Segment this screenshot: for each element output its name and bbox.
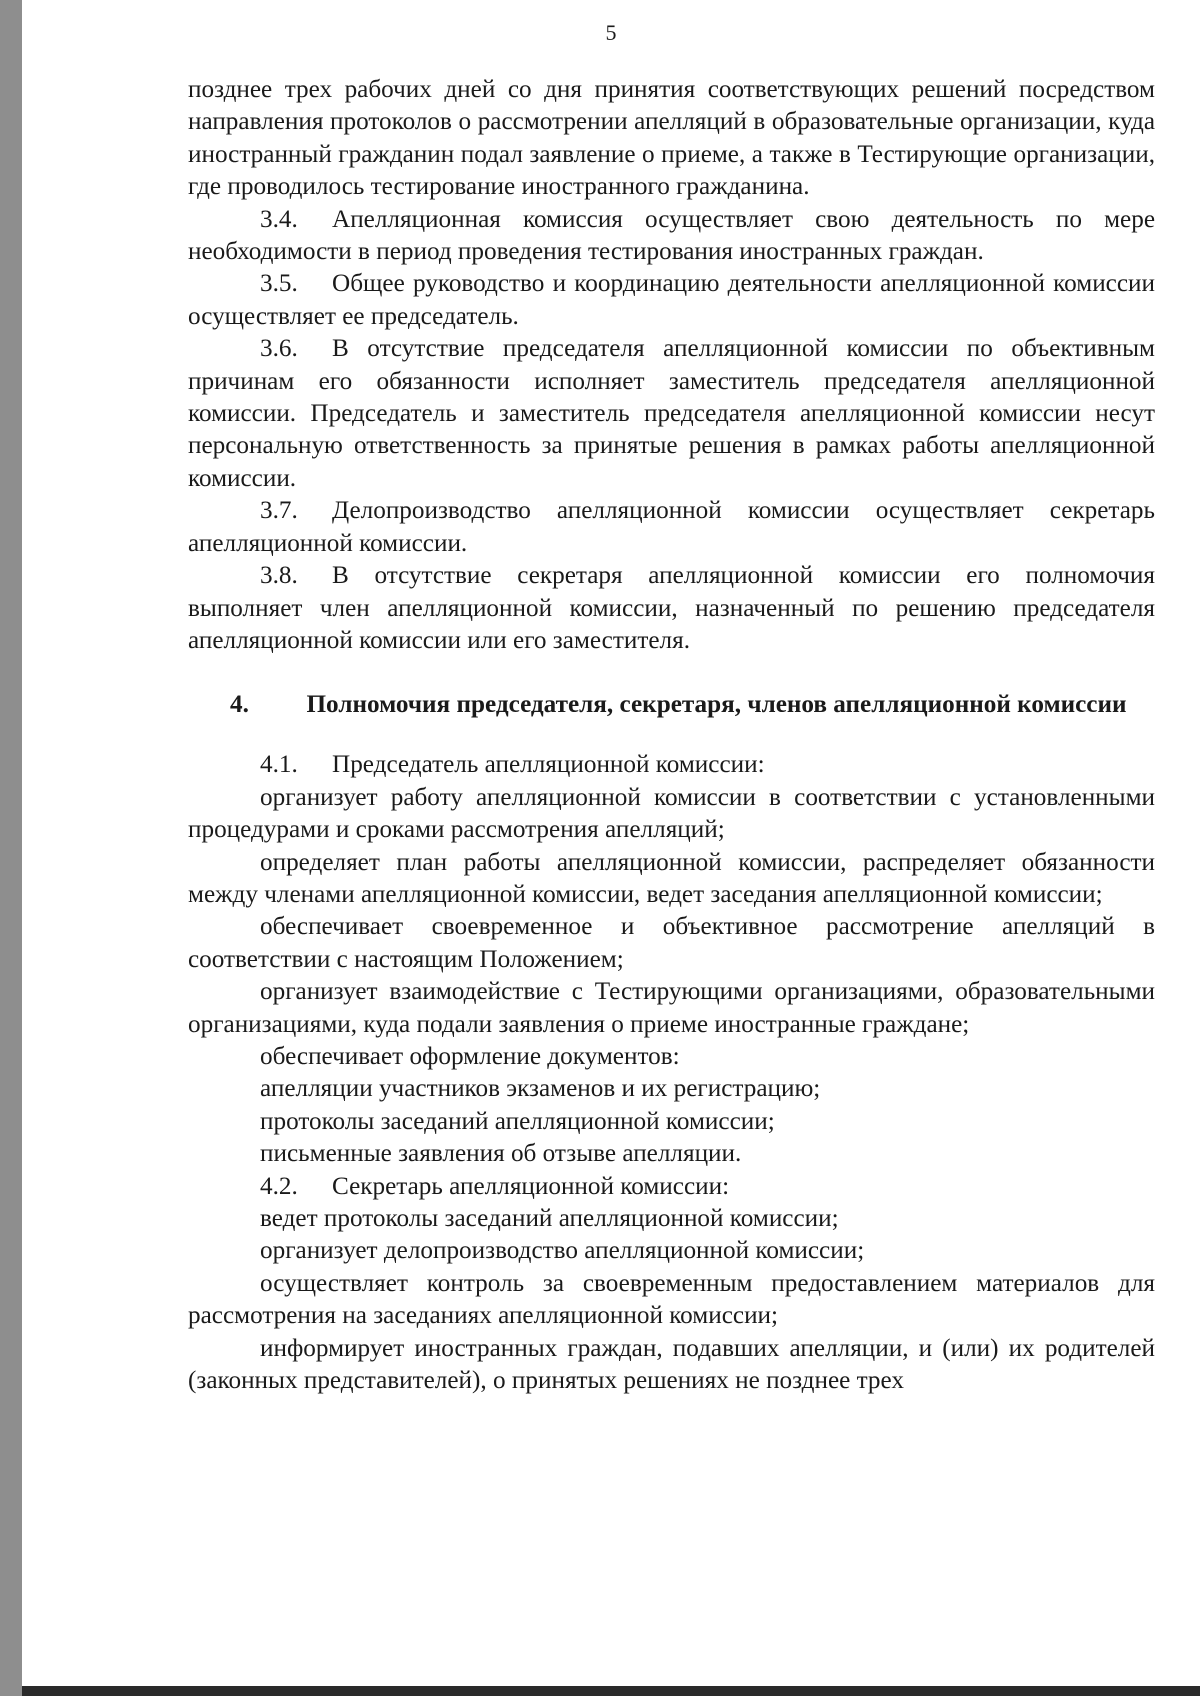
page-bottom-edge (22, 1686, 1200, 1696)
paragraph-text: организует взаимодействие с Тестирующими организациями, образовательными организациями, куда подали заявления о приеме иностранные граждане; (188, 978, 1155, 1038)
document-page (22, 0, 1200, 1686)
paragraph-text: протоколы заседаний апелляционной комиссии; (260, 1107, 775, 1135)
paragraph-text: информирует иностранных граждан, подавших апелляции, и (или) их родителей (законных представителей), о принятых решениях не позднее трех (188, 1334, 1155, 1395)
list-item (188, 911, 1155, 976)
paragraph-text: обеспечивает своевременное и объективное рассмотрение апелляций в соответствии с настоящим Положением; (188, 913, 1155, 973)
paragraph-4-1 (188, 749, 1155, 781)
list-item (188, 782, 1155, 847)
list-item (188, 1268, 1155, 1333)
paragraph-text: Делопроизводство апелляционной комиссии осуществляет секретарь апелляционной комиссии. (188, 497, 1155, 557)
paragraph-number: 3.6. (260, 335, 298, 363)
list-item (188, 1138, 1155, 1170)
list-item (188, 976, 1155, 1041)
document-body (188, 74, 1155, 1397)
paragraph-3-4 (188, 204, 1155, 269)
list-item (188, 1235, 1155, 1267)
paragraph-3-5 (188, 268, 1155, 333)
list-item (188, 1333, 1155, 1398)
paragraph-text: Общее руководство и координацию деятельности апелляционной комиссии осуществляет ее председатель. (188, 270, 1155, 330)
paragraph-number: 3.5. (260, 270, 298, 298)
paragraph-text: организует работу апелляционной комиссии в соответствии с установленными процедурами и сроками рассмотрения апелляций; (188, 783, 1155, 844)
paragraph-text: определяет план работы апелляционной комиссии, распределяет обязанности между членами апелляционной комиссии, ведет заседания апелляционной комиссии; (188, 848, 1155, 908)
paragraph-text: Председатель апелляционной комиссии: (332, 751, 765, 779)
paragraph-text: апелляции участников экзаменов и их регистрацию; (260, 1075, 821, 1103)
paragraph-4-2 (188, 1171, 1155, 1203)
paragraph-number: 3.7. (260, 497, 298, 525)
paragraph-text: осуществляет контроль за своевременным предоставлением материалов для рассмотрения на заседаниях апелляционной комиссии; (188, 1269, 1155, 1330)
paragraph-3-6 (188, 333, 1155, 495)
page-number: 5 (605, 20, 617, 45)
section-heading (188, 689, 1155, 721)
paragraph-text: обеспечивает оформление документов: (260, 1042, 680, 1070)
paragraph-3-7 (188, 495, 1155, 560)
list-item (188, 847, 1155, 912)
list-item (188, 1106, 1155, 1138)
paragraph-continuation (188, 74, 1155, 204)
paragraph-text: ведет протоколы заседаний апелляционной комиссии; (260, 1205, 839, 1232)
section-title: Полномочия председателя, секретаря, членов апелляционной комиссии (306, 691, 1127, 719)
paragraph-text: В отсутствие секретаря апелляционной комиссии его полномочия выполняет член апелляционной комиссии, назначенный по решению председателя апелляционной комиссии или его заместителя. (188, 562, 1155, 654)
list-item (188, 1073, 1155, 1105)
paragraph-text: Секретарь апелляционной комиссии: (332, 1172, 730, 1200)
paragraph-3-8 (188, 560, 1155, 657)
paragraph-text: В отсутствие председателя апелляционной комиссии по объективным причинам его обязанности исполняет заместитель председателя апелляционной комиссии. Председатель и заместитель председателя апелляционной комиссии несут персональную ответственность за принятые решения в рамках работы апелляционной комиссии. (188, 335, 1155, 492)
paragraph-text: Апелляционная комиссия осуществляет свою деятельность по мере необходимости в период проведения тестирования иностранных граждан. (188, 205, 1155, 266)
paragraph-text: письменные заявления об отзыве апелляции. (260, 1140, 742, 1168)
paragraph-number: 4.1. (260, 751, 298, 779)
paragraph-text: организует делопроизводство апелляционной комиссии; (260, 1237, 865, 1265)
paragraph-number: 3.4. (260, 205, 298, 233)
list-item (188, 1041, 1155, 1073)
paragraph-number: 3.8. (260, 562, 298, 590)
paragraph-text: позднее трех рабочих дней со дня принятия соответствующих решений посредством направления протоколов о рассмотрении апелляций в образовательные организации, куда иностранный гражданин подал заявление о приеме, а также в Тестирующие организации, где проводилось тестирование иностранного гражданина. (188, 76, 1155, 201)
paragraph-number: 4.2. (260, 1172, 298, 1200)
section-number: 4. (230, 691, 249, 719)
list-item (188, 1203, 1155, 1235)
